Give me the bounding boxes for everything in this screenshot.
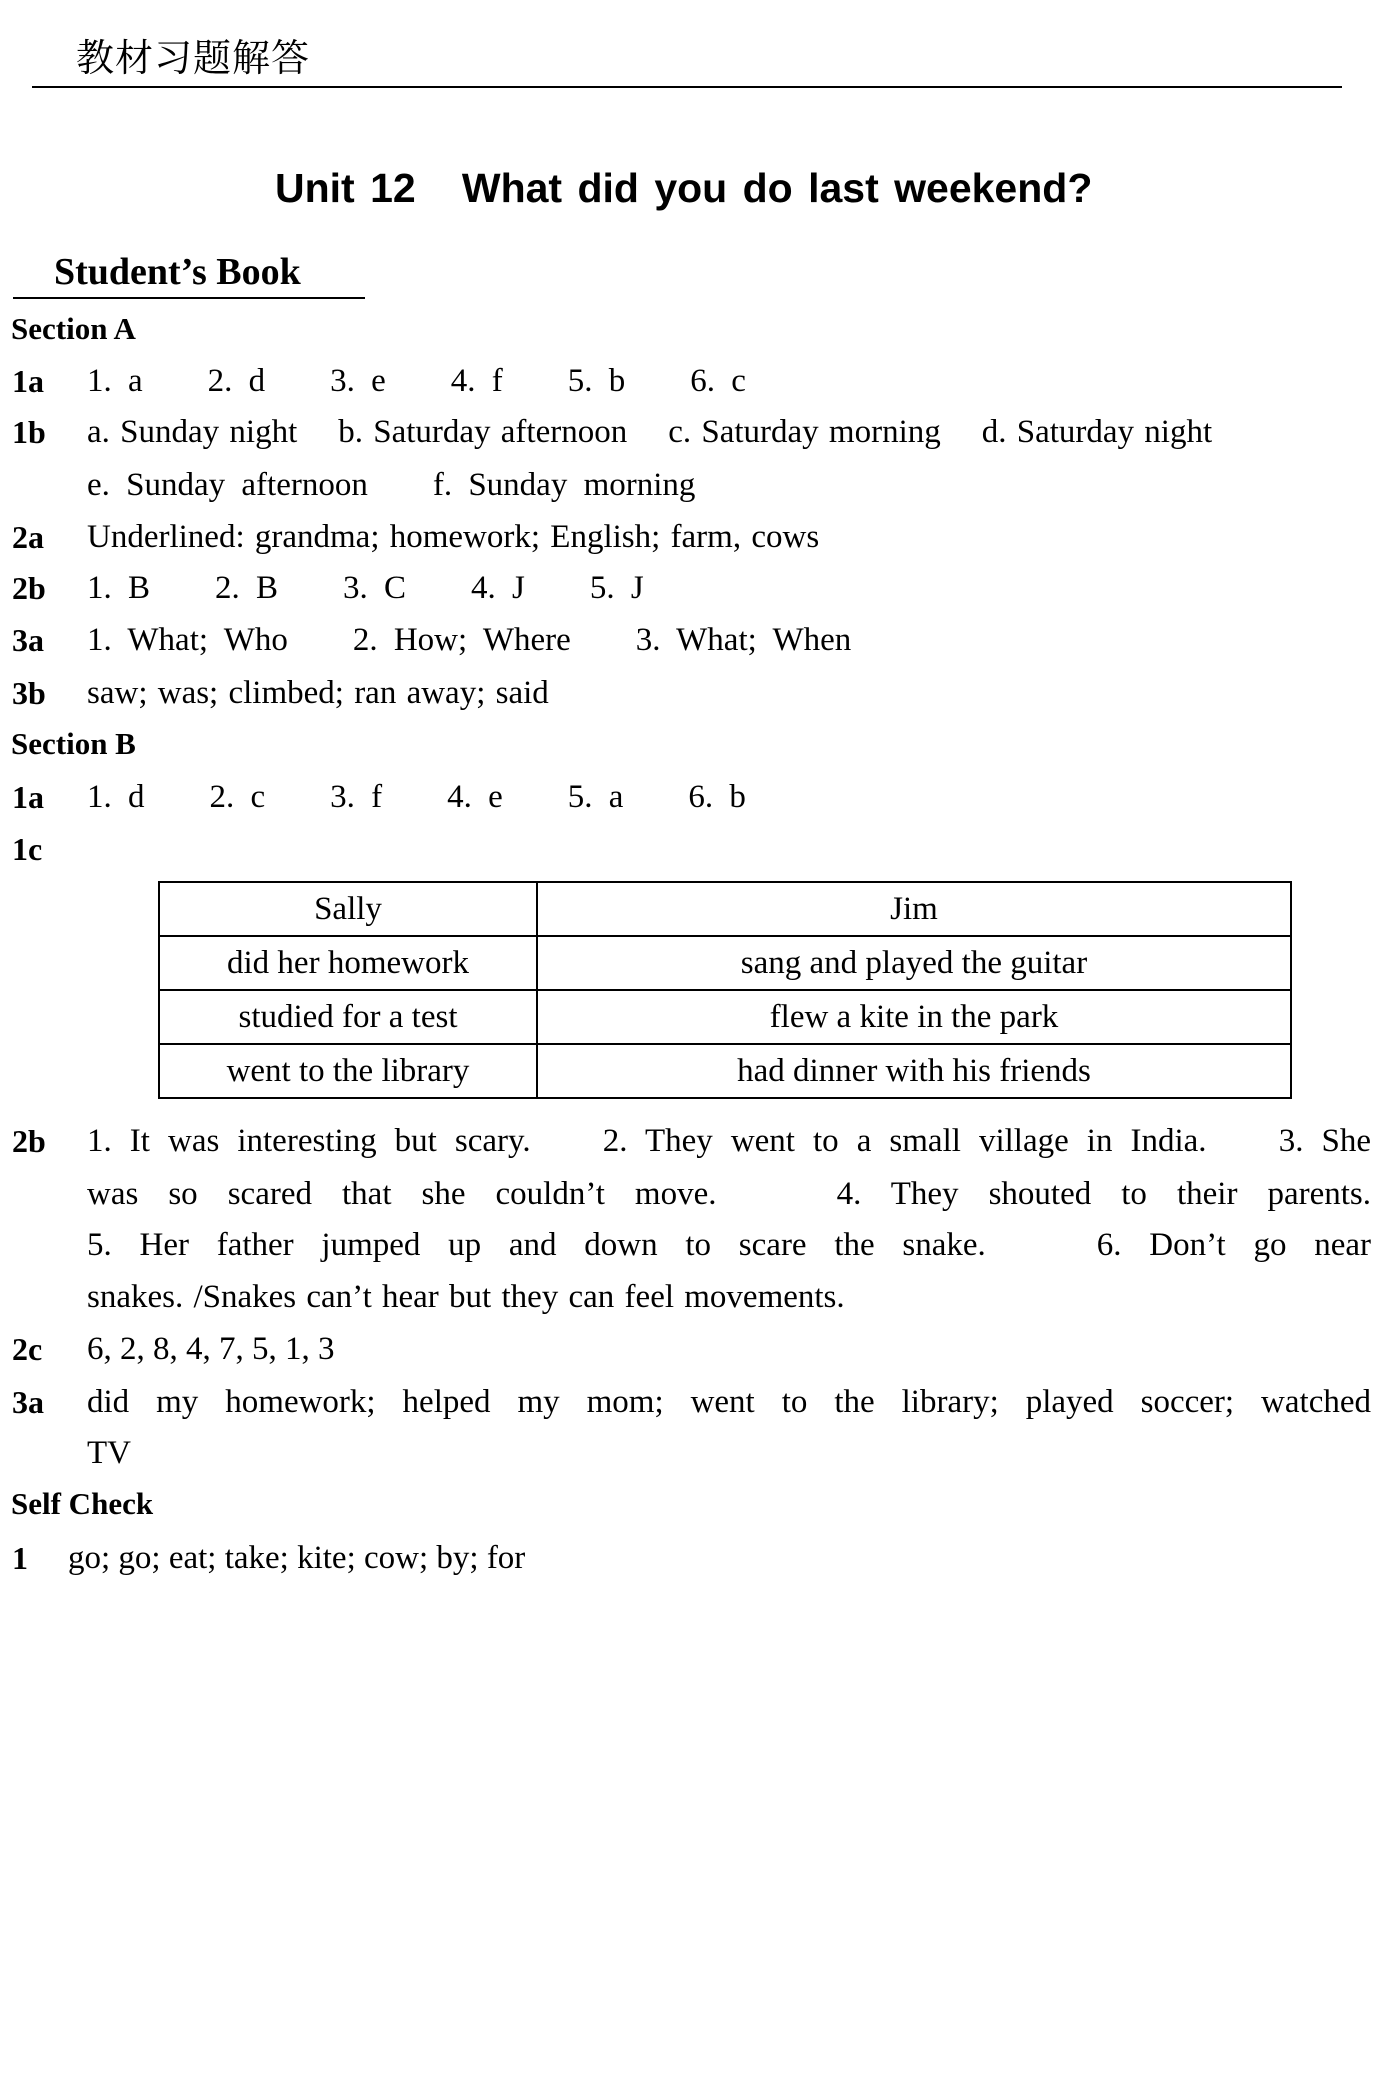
answer-text: Underlined: grandma; homework; English; farm, cows — [87, 519, 820, 555]
table-header-cell: Jim — [537, 882, 1291, 936]
answer-label: 1b — [12, 414, 46, 450]
table-cell: had dinner with his friends — [537, 1044, 1291, 1098]
table-cell: went to the library — [159, 1044, 537, 1098]
section-b-heading: Section B — [11, 726, 136, 761]
answer-label: 1 — [12, 1540, 28, 1576]
answer-text: 1. It was interesting but scary. 2. They went to a small village in India. 3. She — [87, 1123, 1371, 1159]
answer-text: did my homework; helped my mom; went to the library; played soccer; watched — [87, 1384, 1371, 1420]
header-rule — [32, 86, 1342, 88]
answer-text: TV — [87, 1435, 131, 1471]
table-cell: flew a kite in the park — [537, 990, 1291, 1044]
answer-text: e. Sunday afternoon f. Sunday morning — [87, 467, 696, 503]
answer-label: 1c — [12, 831, 43, 867]
answer-text: 6, 2, 8, 4, 7, 5, 1, 3 — [87, 1331, 335, 1367]
answer-label: 1a — [12, 779, 44, 815]
answer-label: 2a — [12, 519, 44, 555]
book-heading: Student’s Book — [54, 251, 301, 293]
answer-text: go; go; eat; take; kite; cow; by; for — [68, 1540, 526, 1576]
book-underline — [13, 297, 365, 299]
answer-text: 5. Her father jumped up and down to scare the snake. 6. Don’t go near — [87, 1227, 1371, 1263]
table-row — [159, 990, 1291, 1044]
unit-title: Unit 12 What did you do last weekend? — [275, 165, 1093, 211]
table-header-cell: Sally — [159, 882, 537, 936]
table-cell: studied for a test — [159, 990, 537, 1044]
table-row — [159, 936, 1291, 990]
answer-text: was so scared that she couldn’t move. 4. They shouted to their parents. — [87, 1176, 1371, 1212]
answer-text: snakes. /Snakes can’t hear but they can feel movements. — [87, 1279, 845, 1315]
answer-label: 3a — [12, 1384, 44, 1420]
table-row — [159, 1044, 1291, 1098]
answer-table — [158, 881, 1292, 1099]
table-cell: sang and played the guitar — [537, 936, 1291, 990]
answer-text: saw; was; climbed; ran away; said — [87, 675, 549, 711]
answer-label: 3a — [12, 622, 44, 658]
answer-text: 1. B 2. B 3. C 4. J 5. J — [87, 570, 644, 606]
answer-text: 1. d 2. c 3. f 4. e 5. a 6. b — [87, 779, 746, 815]
table-cell: did her homework — [159, 936, 537, 990]
self-check-heading: Self Check — [11, 1486, 154, 1521]
table-header-row — [159, 882, 1291, 936]
answer-text: 1. What; Who 2. How; Where 3. What; When — [87, 622, 852, 658]
answer-label: 2b — [12, 570, 46, 606]
answer-label: 2c — [12, 1331, 43, 1367]
answer-text: 1. a 2. d 3. e 4. f 5. b 6. c — [87, 363, 746, 399]
answer-label: 1a — [12, 363, 44, 399]
answer-label: 3b — [12, 675, 46, 711]
page-header-title: 教材习题解答 — [76, 36, 311, 80]
answer-label: 2b — [12, 1123, 46, 1159]
section-a-heading: Section A — [11, 311, 136, 346]
answer-text: a. Sunday night b. Saturday afternoon c. Saturday morning d. Saturday night — [87, 414, 1213, 450]
